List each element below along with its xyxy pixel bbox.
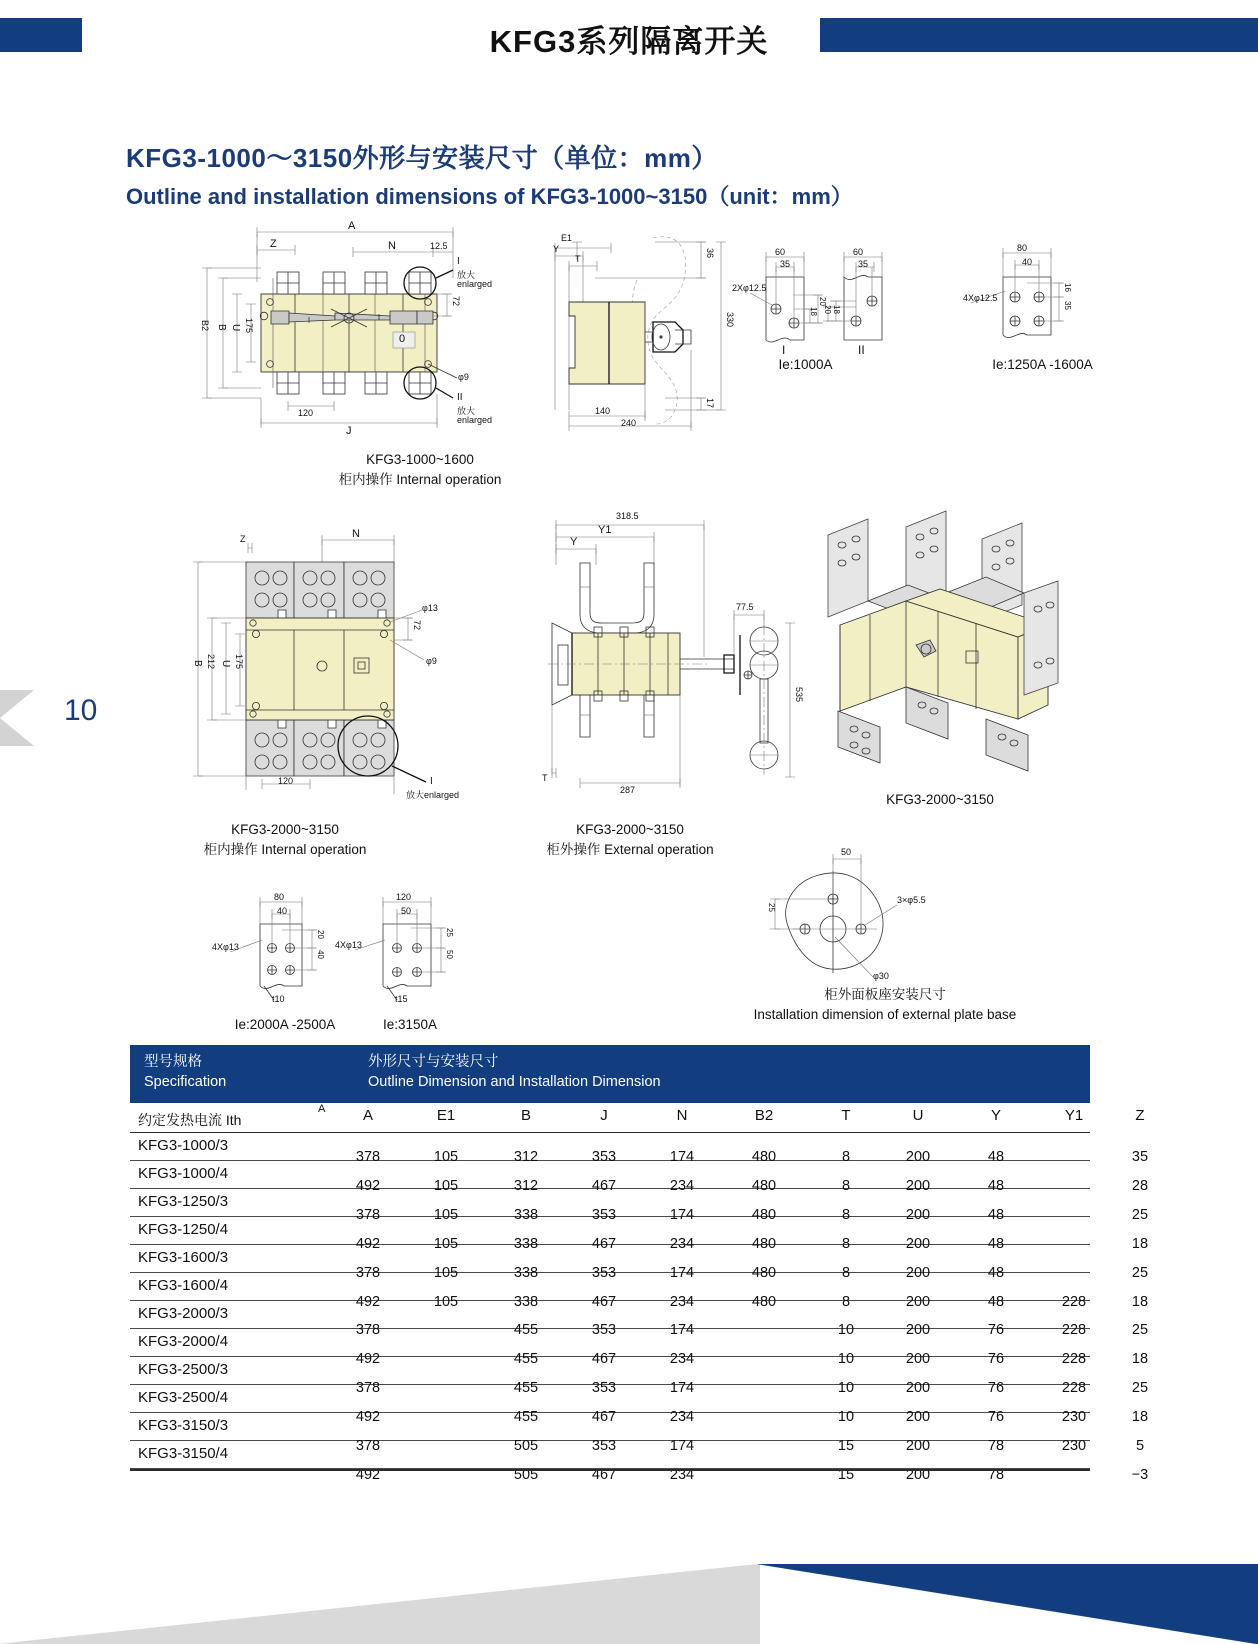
figure-external-plate-base: 50 25 3×φ5.5 φ30 [767, 847, 926, 981]
col-header-b2: B2 [754, 1107, 774, 1124]
cell-b2: 480 [751, 1264, 777, 1281]
cell-y: 48 [987, 1177, 1005, 1194]
cell-a: 492 [355, 1409, 381, 1426]
cell-y: 48 [987, 1149, 1005, 1165]
table-value-row [130, 1438, 1145, 1460]
caption-line-2: 柜内操作 Internal operation [203, 841, 367, 857]
cell-b2: 480 [751, 1177, 777, 1194]
cell-n: 174 [669, 1322, 695, 1339]
cell-a: 378 [355, 1149, 381, 1165]
cell-z: 18 [1131, 1293, 1149, 1310]
cell-n: 174 [669, 1206, 695, 1223]
table-value-row [130, 1206, 1149, 1229]
table-value-row [130, 1322, 1149, 1344]
specification-table [130, 1045, 1149, 1483]
col-header-t: T [841, 1107, 851, 1124]
cell-a: 492 [355, 1466, 381, 1483]
cell-t: 8 [841, 1264, 851, 1281]
col-header-b: B [520, 1107, 531, 1124]
cell-b: 338 [513, 1206, 539, 1223]
cell-t: 8 [841, 1206, 851, 1223]
cell-j: 467 [591, 1177, 617, 1194]
cell-n: 174 [669, 1380, 695, 1397]
cell-b: 338 [513, 1264, 539, 1281]
table-value-row [130, 1235, 1149, 1258]
cell-t: 15 [837, 1438, 855, 1454]
col-header-u: U [912, 1107, 924, 1124]
cell-b: 338 [513, 1235, 539, 1252]
figure-plate-3150a: 120 50 25 50 4Xφ13 t15 [335, 892, 454, 1004]
cell-a: 492 [355, 1177, 381, 1194]
figure-plate-2000a-2500a: 80 40 20 40 4Xφ13 t10 [212, 892, 325, 1004]
cell-b: 455 [513, 1351, 539, 1368]
cell-j: 467 [591, 1235, 617, 1252]
figure-kfg3-1000-1600-side-view: E1 Y T 36 330 17 140 240 [525, 220, 735, 430]
cell-n: 234 [669, 1177, 695, 1194]
page-number: 10 [64, 694, 98, 727]
cell-u: 200 [905, 1235, 931, 1252]
cell-z: 25 [1131, 1264, 1149, 1281]
cell-b: 505 [513, 1438, 539, 1454]
cell-j: 353 [591, 1264, 617, 1281]
cell-u: 200 [905, 1322, 931, 1339]
table-value-row [130, 1409, 1149, 1431]
cell-y1: 228 [1061, 1322, 1087, 1339]
cell-y1: 230 [1061, 1438, 1087, 1454]
spec-label: KFG3-1600/3 [138, 1249, 229, 1266]
cell-u: 200 [905, 1177, 931, 1194]
cell-n: 174 [669, 1149, 695, 1165]
cell-y1: 228 [1061, 1380, 1087, 1397]
cell-y: 76 [987, 1409, 1005, 1426]
caption-line-1: KFG3-2000~3150 [231, 822, 339, 837]
figure-kfg3-1000-1600-top-view: A Z N 12.5 B2 B U 175 72 120 J 0 φ9 I 放大 enlarged II 放大 enlarged [200, 220, 493, 437]
cell-e1: 105 [433, 1235, 459, 1252]
spec-label: KFG3-3150/3 [138, 1417, 229, 1434]
caption-line: Ie:1250A -1600A [992, 357, 1093, 372]
table-value-row [130, 1177, 1149, 1200]
spec-label: KFG3-2500/4 [138, 1389, 229, 1406]
table-value-row [130, 1293, 1149, 1316]
cell-n: 234 [669, 1466, 695, 1483]
cell-a: 378 [355, 1206, 381, 1223]
cell-t: 8 [841, 1177, 851, 1194]
spec-label: KFG3-3150/4 [138, 1445, 229, 1462]
spec-label: KFG3-2000/4 [138, 1333, 229, 1350]
cell-u: 200 [905, 1149, 931, 1165]
cell-y: 48 [987, 1293, 1005, 1310]
cell-z: 25 [1131, 1322, 1149, 1339]
cell-b: 312 [513, 1177, 539, 1194]
cell-t: 10 [837, 1351, 855, 1368]
caption-line-1: 柜外面板座安装尺寸 [824, 987, 946, 1002]
table-header-left-cn: 型号规格 [144, 1054, 202, 1070]
cell-j: 353 [591, 1380, 617, 1397]
cell-b: 312 [513, 1149, 539, 1165]
caption-3d-isometric [810, 790, 1070, 810]
cell-a: 378 [355, 1264, 381, 1281]
cell-u: 200 [905, 1409, 931, 1426]
cell-y: 78 [987, 1466, 1005, 1483]
section-title-en: Outline and installation dimensions of KFG3-1000~3150（unit：mm） [126, 184, 853, 209]
cell-a: 378 [355, 1322, 381, 1339]
table-value-row [130, 1264, 1149, 1287]
caption-plate-1000a [748, 355, 863, 375]
cell-z: 28 [1131, 1177, 1149, 1194]
table-header-banner [130, 1045, 1090, 1103]
cell-b2: 480 [751, 1206, 777, 1223]
table-header-left-en: Specification [144, 1074, 227, 1090]
cell-z: 25 [1131, 1380, 1149, 1397]
col-header-y1: Y1 [1064, 1107, 1084, 1124]
cell-u: 200 [905, 1264, 931, 1281]
page-header [0, 0, 1258, 70]
cell-z: 18 [1131, 1235, 1149, 1252]
spec-label: KFG3-1000/4 [138, 1165, 229, 1182]
cell-j: 467 [591, 1466, 617, 1483]
cell-n: 234 [669, 1293, 695, 1310]
cell-z: 35 [1131, 1149, 1149, 1165]
cell-t: 10 [837, 1322, 855, 1339]
cell-j: 353 [591, 1206, 617, 1223]
caption-line-2: Installation dimension of external plate base [753, 1006, 1017, 1022]
cell-b: 455 [513, 1409, 539, 1426]
table-bottom-rule [130, 1469, 1090, 1471]
cell-b: 455 [513, 1322, 539, 1339]
col-header-a: A [362, 1107, 373, 1124]
footer-decoration-grey [0, 1564, 760, 1644]
cell-n: 174 [669, 1264, 695, 1281]
caption-external-plate-base [690, 985, 1080, 1024]
caption-kfg3-1000-1600 [300, 450, 540, 489]
label-fig5-A: A [318, 1103, 326, 1115]
caption-line: Ie:1000A [778, 357, 833, 372]
spec-label: KFG3-1600/4 [138, 1277, 229, 1294]
cell-y: 76 [987, 1322, 1005, 1339]
figure-3d-isometric [810, 505, 1070, 795]
page-title: KFG3系列隔离开关 [489, 24, 769, 59]
table-value-row [130, 1380, 1149, 1402]
cell-z: 18 [1131, 1351, 1149, 1368]
cell-n: 234 [669, 1409, 695, 1426]
cell-b: 505 [513, 1466, 539, 1483]
figure-kfg3-2000-3150-external: 318.5 Y1 Y 77.5 535 T 287 [542, 511, 804, 795]
caption-plate-3150a [340, 1015, 480, 1035]
figure-plate-1250a-1600a: 80 40 16 35 4Xφ12.5 [965, 235, 1120, 375]
table-header-right-en: Outline Dimension and Installation Dimension [368, 1074, 661, 1090]
cell-e1: 105 [433, 1293, 459, 1310]
col-header-z: Z [1135, 1107, 1145, 1124]
caption-line-1: KFG3-1000~1600 [366, 452, 474, 467]
cell-y1: 230 [1061, 1409, 1087, 1426]
cell-u: 200 [905, 1293, 931, 1310]
cell-j: 467 [591, 1351, 617, 1368]
cell-u: 200 [905, 1438, 931, 1454]
spec-label: KFG3-1250/3 [138, 1193, 229, 1210]
caption-line: KFG3-2000~3150 [886, 792, 994, 807]
cell-t: 10 [837, 1409, 855, 1426]
cell-e1: 105 [433, 1264, 459, 1281]
cell-n: 234 [669, 1235, 695, 1252]
cell-b2: 480 [751, 1235, 777, 1252]
cell-e1: 105 [433, 1206, 459, 1223]
col-header-e1: E1 [436, 1107, 456, 1124]
cell-z: −3 [1131, 1466, 1149, 1483]
cell-y: 76 [987, 1380, 1005, 1397]
cell-y: 48 [987, 1235, 1005, 1252]
caption-line: Ie:2000A -2500A [234, 1017, 336, 1032]
cell-a: 378 [355, 1438, 381, 1454]
table-column-headers [130, 1103, 1145, 1133]
cell-a: 378 [355, 1380, 381, 1397]
cell-a: 492 [355, 1293, 381, 1310]
cell-z: 18 [1131, 1409, 1149, 1426]
cell-n: 174 [669, 1438, 695, 1454]
spec-label: KFG3-2500/3 [138, 1361, 229, 1378]
spec-label: KFG3-1000/3 [138, 1137, 229, 1154]
table-header-right-cn: 外形尺寸与安装尺寸 [368, 1054, 499, 1070]
cell-e1: 105 [433, 1149, 459, 1165]
col-header-y: Y [990, 1107, 1001, 1124]
col-header-ith: 约定发热电流 Ith [138, 1112, 242, 1128]
cell-b: 455 [513, 1380, 539, 1397]
cell-y1: 228 [1061, 1351, 1087, 1368]
cell-j: 353 [591, 1438, 617, 1454]
figure-kfg3-2000-3150-top-view: N Z B 212 U 175 72 φ13 φ9 120 I 放大enlarged [192, 528, 460, 800]
cell-j: 353 [591, 1322, 617, 1339]
cell-a: 492 [355, 1351, 381, 1368]
footer-decoration-blue [758, 1564, 1258, 1644]
cell-u: 200 [905, 1380, 931, 1397]
cell-u: 200 [905, 1351, 931, 1368]
figure-plate-1000a: 60 35 60 35 18 20 18 20 2Xφ12.5 I II [748, 235, 928, 375]
cell-y: 76 [987, 1351, 1005, 1368]
cell-b: 338 [513, 1293, 539, 1310]
table-value-row [130, 1149, 1149, 1171]
spec-label: KFG3-2000/3 [138, 1305, 229, 1322]
caption-kfg3-2000-3150-internal [150, 820, 420, 859]
col-header-n: N [676, 1107, 688, 1124]
cell-t: 8 [841, 1149, 851, 1165]
cell-b2: 480 [751, 1149, 777, 1165]
table-value-row [130, 1351, 1149, 1373]
cell-t: 8 [841, 1235, 851, 1252]
caption-kfg3-2000-3150-external [470, 820, 790, 859]
caption-line-1: KFG3-2000~3150 [576, 822, 684, 837]
caption-line-2: 柜内操作 Internal operation [338, 471, 502, 487]
spec-label: KFG3-1250/4 [138, 1221, 229, 1238]
cell-u: 200 [905, 1466, 931, 1483]
cell-j: 353 [591, 1149, 617, 1165]
table-body [130, 1103, 1149, 1483]
caption-plate-1250a-1600a [965, 355, 1120, 375]
cell-y: 48 [987, 1206, 1005, 1223]
cell-b2: 480 [751, 1293, 777, 1310]
cell-y: 78 [987, 1438, 1005, 1454]
caption-line-2: 柜外操作 External operation [546, 841, 714, 857]
cell-n: 234 [669, 1351, 695, 1368]
cell-j: 467 [591, 1293, 617, 1310]
cell-t: 15 [837, 1466, 855, 1483]
cell-y: 48 [987, 1264, 1005, 1281]
caption-line: Ie:3150A [382, 1017, 438, 1032]
cell-t: 8 [841, 1293, 851, 1310]
cell-z: 25 [1131, 1206, 1149, 1223]
cell-u: 200 [905, 1206, 931, 1223]
cell-j: 467 [591, 1409, 617, 1426]
cell-z: 5 [1135, 1438, 1145, 1454]
cell-y1: 228 [1061, 1293, 1087, 1310]
cell-e1: 105 [433, 1177, 459, 1194]
cell-a: 492 [355, 1235, 381, 1252]
section-title-cn: KFG3-1000～3150外形与安装尺寸（单位：mm） [126, 143, 718, 173]
col-header-j: J [600, 1107, 608, 1124]
cell-t: 10 [837, 1380, 855, 1397]
